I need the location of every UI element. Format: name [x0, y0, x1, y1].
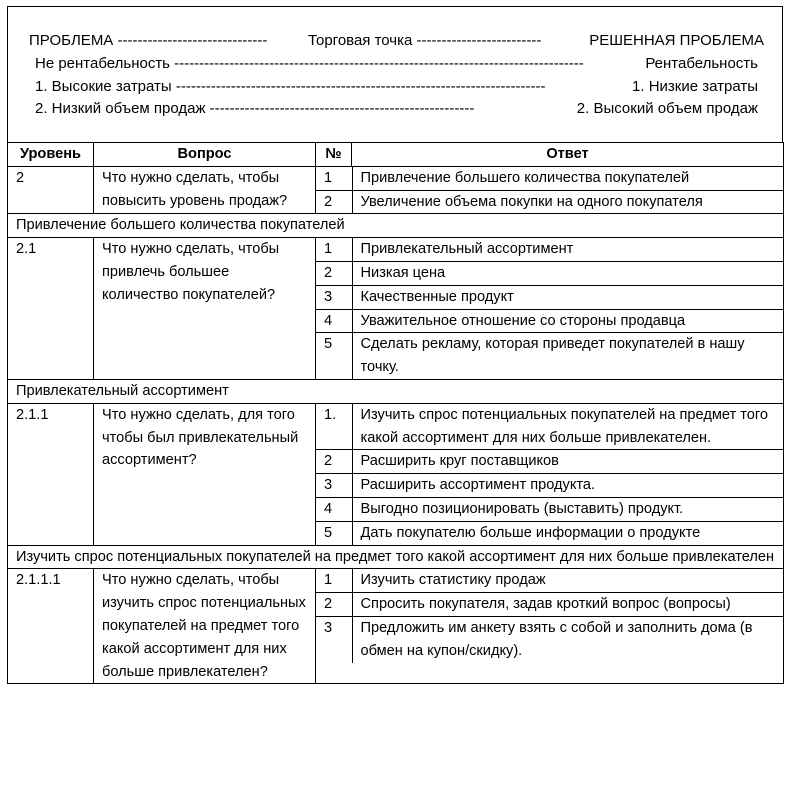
answer-number: 2: [316, 261, 352, 285]
question-cell: Что нужно сделать, для того чтобы был привлекательный ассортимент?: [94, 403, 316, 545]
header-line-2: [8, 53, 782, 75]
answer-number: 4: [316, 309, 352, 333]
header-line-1: [8, 30, 782, 52]
level-cell: 2.1.1: [8, 403, 94, 545]
answer-text: Предложить им анкету взять с собой и заполнить дома (в обмен на купон/скидку).: [360, 619, 753, 659]
table-body: [8, 166, 784, 684]
answer-number: 3: [316, 474, 352, 498]
answer-number: 1.: [316, 404, 352, 450]
header-right-item: 2. Высокий объем продаж: [577, 98, 758, 120]
header-right-item: 1. Низкие затраты: [632, 76, 758, 98]
answer-row: [316, 167, 783, 190]
answer-number: 2: [316, 190, 352, 213]
answer-row: [316, 309, 783, 333]
level-row: [8, 403, 784, 545]
answer-number: 2: [316, 593, 352, 617]
answer-text: Спросить покупателя, задав кроткий вопрос (вопросы): [352, 593, 783, 617]
level-row: [8, 166, 784, 214]
answer-text: Увеличение объема покупки на одного покупателя: [360, 193, 703, 210]
section-title: Привлечение большего количества покупателей: [8, 214, 784, 238]
level-row: [8, 569, 784, 684]
answer-text: Дать покупателю больше информации о продукте: [360, 524, 701, 541]
section-title-row: [8, 545, 784, 569]
answers-list: [316, 167, 783, 214]
level-cell: 2.1.1.1: [8, 569, 94, 684]
level-cell: 2: [8, 166, 94, 214]
answer-text: Привлечение большего количества покупателей: [352, 167, 783, 190]
column-header: Ответ: [352, 143, 784, 167]
answer-row: [316, 333, 783, 379]
answer-row: [316, 261, 783, 285]
answer-row: [316, 190, 783, 213]
question-cell: Что нужно сделать, чтобы повысить уровень продаж?: [94, 166, 316, 214]
answer-text: Сделать рекламу, которая приведет покупателей в нашу точку.: [360, 336, 745, 376]
answer-row: [316, 521, 783, 544]
answer-text: Привлекательный ассортимент: [352, 238, 783, 261]
answer-text: Изучить статистику продаж: [352, 569, 783, 592]
header-solved-label: РЕШЕННАЯ ПРОБЛЕМА: [589, 32, 764, 49]
answer-text: Уважительное отношение со стороны продавца: [352, 309, 783, 333]
answer-number: 1: [316, 238, 352, 261]
problem-header: [7, 6, 783, 142]
section-title-row: [8, 379, 784, 403]
section-title: Привлекательный ассортимент: [8, 379, 784, 403]
answer-number: 2: [316, 450, 352, 474]
answer-text: Выгодно позиционировать (выставить) продукт.: [352, 497, 783, 521]
answer-text: Низкая цена: [352, 261, 783, 285]
section-title: Изучить спрос потенциальных покупателей на предмет того какой ассортимент для них больше привлекателен: [8, 545, 784, 569]
header-problem-label: ПРОБЛЕМА ------------------------------: [29, 32, 268, 49]
table-header-row: [8, 143, 784, 167]
answer-number: 5: [316, 521, 352, 544]
answer-row: [316, 285, 783, 309]
answer-number: 1: [316, 569, 352, 592]
answers-list: [316, 238, 783, 379]
question-cell: Что нужно сделать, чтобы изучить спрос потенциальных покупателей на предмет того какой ассортимент для них больше привлекателен?: [94, 569, 316, 684]
answer-row: [316, 497, 783, 521]
answers-list: [316, 569, 783, 662]
answer-row: [316, 474, 783, 498]
answers-list: [316, 404, 783, 545]
answer-row: [316, 616, 783, 662]
answer-text: Расширить круг поставщиков: [352, 450, 783, 474]
document-page: [7, 6, 783, 684]
question-cell: Что нужно сделать, чтобы привлечь большее количество покупателей?: [94, 238, 316, 380]
header-line-4: [8, 98, 782, 120]
answer-number: 3: [316, 616, 352, 662]
header-left-item: 2. Низкий объем продаж -----------------------------------------------------: [35, 100, 475, 117]
answers-cell: [316, 238, 784, 380]
answer-row: [316, 593, 783, 617]
answer-number: 4: [316, 497, 352, 521]
answer-row: [316, 238, 783, 261]
answers-cell: [316, 403, 784, 545]
answers-cell: [316, 166, 784, 214]
problem-tree-table: [7, 142, 784, 684]
answers-cell: [316, 569, 784, 684]
header-left-item: 1. Высокие затраты --------------------------------------------------------------------------: [35, 78, 546, 95]
answer-text: Расширить ассортимент продукта.: [352, 474, 783, 498]
column-header: Вопрос: [94, 143, 316, 167]
column-header: №: [316, 143, 352, 167]
section-title-row: [8, 214, 784, 238]
level-row: [8, 238, 784, 380]
header-center-label: Торговая точка -------------------------: [308, 32, 542, 49]
header-right-item: Рентабельность: [645, 53, 758, 75]
answer-number: 1: [316, 167, 352, 190]
answer-row: [316, 404, 783, 450]
answer-row: [316, 569, 783, 592]
header-left-item: Не рентабельность ----------------------------------------------------------------------------------: [35, 55, 584, 72]
column-header: Уровень: [8, 143, 94, 167]
answer-text: Качественные продукт: [352, 285, 783, 309]
answer-text: Изучить спрос потенциальных покупателей на предмет того какой ассортимент для них больше привлекателен.: [352, 404, 783, 450]
header-line-3: [8, 76, 782, 98]
answer-row: [316, 450, 783, 474]
answer-number: 3: [316, 285, 352, 309]
answer-number: 5: [316, 333, 352, 379]
level-cell: 2.1: [8, 238, 94, 380]
